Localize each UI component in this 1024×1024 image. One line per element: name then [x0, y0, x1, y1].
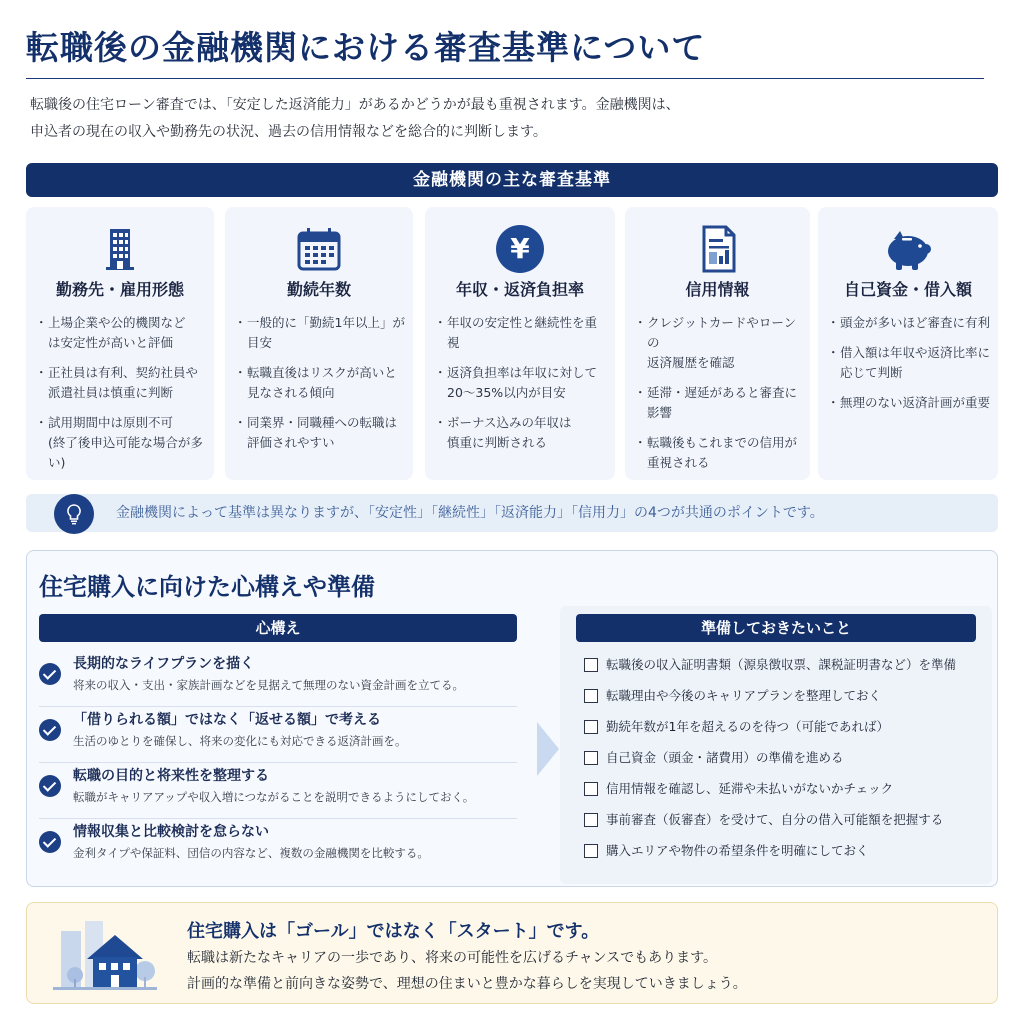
checkbox[interactable] — [584, 720, 598, 734]
footer-callout — [26, 902, 998, 1004]
checklist-label: 勤続年数が1年を超えるのを待つ（可能であれば） — [606, 719, 889, 734]
card-items — [38, 313, 208, 483]
card-items — [237, 313, 407, 463]
card-item: ・ 年収の安定性と継続性を重視 — [437, 313, 609, 353]
tip-text: 金融機関によって基準は異なりますが、「安定性」「継続性」「返済能力」「信用力」の4つが共通のポイントです。 — [116, 505, 824, 521]
card-item: ・ 延滞・遅延があると審査に 影響 — [637, 383, 804, 423]
document-icon — [690, 221, 746, 277]
checklist-item[interactable] — [584, 843, 956, 874]
card-item: ・ 転職直後はリスクが高いと 見なされる傾向 — [237, 363, 407, 403]
card-title: 年収・返済負担率 — [455, 280, 584, 299]
mindset-head: 「借りられる額」ではなく「返せる額」で考える — [73, 712, 381, 728]
mindset-head: 長期的なライフプランを描く — [73, 656, 255, 672]
checklist-item[interactable] — [584, 812, 956, 843]
arrow-right-icon — [533, 716, 563, 782]
mindset-head: 情報収集と比較検討を怠らない — [73, 824, 269, 840]
piggy-bank-icon — [880, 221, 936, 277]
footer-text: 転職は新たなキャリアの一歩であり、将来の可能性を広げるチャンスでもあります。 — [187, 950, 718, 966]
intro-line: 申込者の現在の収入や勤務先の状況、過去の信用情報などを総合的に判断します。 — [30, 124, 547, 140]
mindset-header: 心構え — [39, 614, 517, 642]
card-item: ・ 試用期間中は原則不可 (終了後申込可能な場合が多い) — [38, 413, 208, 473]
intro-line: 転職後の住宅ローン審査では、「安定した返済能力」があるかどうかが最も重視されます。金融機関は、 — [30, 97, 680, 113]
mindset-desc: 転職がキャリアアップや収入増につながることを説明できるようにしておく。 — [73, 790, 475, 804]
svg-text:¥: ¥ — [510, 232, 530, 265]
card-title: 自己資金・借入額 — [843, 280, 972, 299]
tip-callout — [26, 494, 998, 532]
checkbox[interactable] — [584, 844, 598, 858]
card-item: ・ ボーナス込みの年収は 慎重に判断される — [437, 413, 609, 453]
mindset-desc: 将来の収入・支出・家族計画などを見据えて無理のない資金計画を立てる。 — [73, 678, 464, 692]
checkbox[interactable] — [584, 689, 598, 703]
card-item: ・ 上場企業や公的機関など は安定性が高いと評価 — [38, 313, 208, 353]
mindset-desc: 生活のゆとりを確保し、将来の変化にも対応できる返済計画を。 — [73, 734, 407, 748]
card-item: ・ 借入額は年収や返済比率に 応じて判断 — [830, 343, 992, 383]
checkbox[interactable] — [584, 813, 598, 827]
criteria-card — [425, 207, 615, 480]
checklist-item[interactable] — [584, 657, 956, 688]
checklist-label: 転職後の収入証明書類（源泉徴収票、課税証明書など）を準備 — [606, 657, 957, 672]
checkbox[interactable] — [584, 782, 598, 796]
card-item: ・ 無理のない返済計画が重要 — [830, 393, 992, 413]
checklist-item[interactable] — [584, 750, 956, 781]
card-title: 信用情報 — [685, 280, 750, 299]
criteria-cards — [26, 207, 998, 480]
section-title: 住宅購入に向けた心構えや準備 — [39, 572, 375, 601]
checklist-item[interactable] — [584, 719, 956, 750]
house-illustration-icon — [49, 911, 161, 995]
card-item: ・ 同業界・同職種への転職は 評価されやすい — [237, 413, 407, 453]
criteria-card — [26, 207, 214, 480]
checklist-item[interactable] — [584, 781, 956, 812]
checklist-label: 自己資金（頭金・諸費用）の準備を進める — [606, 750, 844, 765]
checklist-label: 転職理由や今後のキャリアプランを整理しておく — [606, 688, 882, 703]
checklist-label: 事前審査（仮審査）を受けて、自分の借入可能額を把握する — [606, 812, 944, 827]
criteria-card — [818, 207, 998, 480]
list-item — [39, 763, 517, 819]
check-circle-icon — [39, 663, 61, 685]
check-circle-icon — [39, 719, 61, 741]
page-title: 転職後の金融機関における審査基準について — [26, 28, 706, 67]
ready-checklist — [584, 657, 956, 874]
list-item — [39, 819, 517, 875]
checkbox[interactable] — [584, 751, 598, 765]
mindset-list — [39, 651, 517, 875]
card-item: ・ クレジットカードやローンの 返済履歴を確認 — [637, 313, 804, 373]
checklist-label: 信用情報を確認し、延滞や未払いがないかチェック — [606, 781, 894, 796]
card-title: 勤務先・雇用形態 — [55, 280, 184, 299]
card-item: ・ 頭金が多いほど審査に有利 — [830, 313, 992, 333]
criteria-card — [625, 207, 810, 480]
card-item: ・ 正社員は有利、契約社員や 派遣社員は慎重に判断 — [38, 363, 208, 403]
intro-text — [30, 92, 990, 146]
checklist-label: 購入エリアや物件の希望条件を明確にしておく — [606, 843, 869, 858]
preparation-section — [26, 550, 998, 887]
title-divider — [26, 78, 984, 79]
card-items — [637, 313, 804, 483]
list-item — [39, 707, 517, 763]
criteria-card — [225, 207, 413, 480]
building-icon — [92, 221, 148, 277]
card-item: ・ 一般的に「勤続1年以上」が 目安 — [237, 313, 407, 353]
card-items — [437, 313, 609, 463]
mindset-head: 転職の目的と将来性を整理する — [73, 768, 269, 784]
lightbulb-icon — [54, 494, 94, 534]
yen-icon — [492, 221, 548, 277]
ready-header: 準備しておきたいこと — [576, 614, 976, 642]
check-circle-icon — [39, 775, 61, 797]
card-items — [830, 313, 992, 423]
card-item: ・ 転職後もこれまでの信用が 重視される — [637, 433, 804, 473]
footer-text: 計画的な準備と前向きな姿勢で、理想の住まいと豊かな暮らしを実現していきましょう。 — [187, 976, 747, 992]
criteria-banner: 金融機関の主な審査基準 — [26, 163, 998, 197]
card-item: ・ 返済負担率は年収に対して 20〜35%以内が目安 — [437, 363, 609, 403]
list-item — [39, 651, 517, 707]
mindset-desc: 金利タイプや保証料、団信の内容など、複数の金融機関を比較する。 — [73, 846, 429, 860]
calendar-icon — [291, 221, 347, 277]
check-circle-icon — [39, 831, 61, 853]
card-title: 勤続年数 — [286, 280, 351, 299]
footer-heading: 住宅購入は「ゴール」ではなく「スタート」です。 — [187, 921, 600, 942]
checkbox[interactable] — [584, 658, 598, 672]
checklist-item[interactable] — [584, 688, 956, 719]
